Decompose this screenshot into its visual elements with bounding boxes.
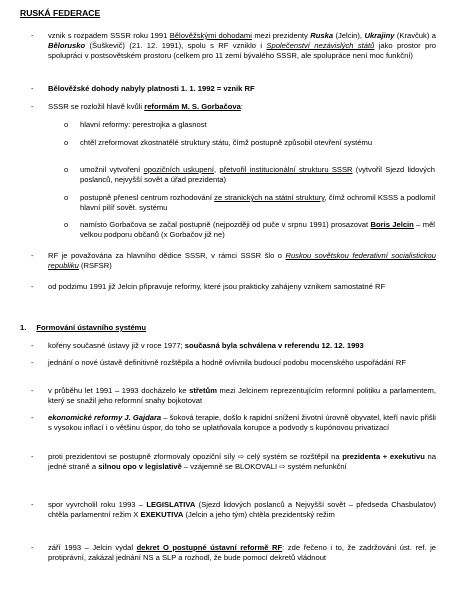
section-item-gajdar: ekonomické reformy J. Gajdara – šoková terapie, došlo k rapidní snížení životní úrovně obyvatel, kteří navíc přišli s vysokou inflací i o většinu úspor, do toho se uplatňovala korupce a podvody s kupónovou privatizací (48, 413, 436, 433)
circle-bullet: o (64, 138, 69, 147)
section-heading: 1. Formování ústavního systému (20, 323, 147, 332)
section-item-dekret: září 1993 – Jelcin vydal dekret O postupné ústavní reformě RF: zde řečeno i to, že zadržování úst. ref. je protiprávní, zakázal jednání NS a SLP a rozhodl, že bude pomocí dekretů vládnout (48, 543, 436, 563)
circle-bullet: o (64, 220, 69, 229)
dash-bullet: - (31, 31, 34, 40)
document-title: RUSKÁ FEDERACE (20, 8, 101, 18)
dash-bullet: - (31, 543, 34, 552)
section-item-strety: v průběhu let 1991 – 1993 docházelo ke střetům mezi Jelcinem reprezentujícím reformní politiku a parlamentem, který se snažil jeho reformní snahy bojkotovat (48, 386, 436, 406)
arrow-icon: ⇨ (279, 462, 286, 472)
dash-bullet: - (31, 500, 34, 509)
dash-bullet: - (31, 358, 34, 367)
dash-bullet: - (31, 251, 34, 260)
paragraph-podzim: od podzimu 1991 již Jelcin připravuje reformy, které jsou prakticky zahájeny vznikem samostatné RF (48, 282, 386, 291)
paragraph-dohody: Bělověžské dohody nabyly platnosti 1. 1. 1992 = vznik RF (48, 84, 255, 93)
sub-opozice: umožnil vytvoření opozičních uskupení, přetvořil institucionální strukturu SSSR (vytvořil Sjezd lidových poslanců, nejvyšší sovět a úřad prezidenta) (80, 165, 435, 185)
dash-bullet: - (31, 341, 34, 350)
dash-bullet: - (31, 102, 34, 111)
sub-centrum: postupně přenesl centrum rozhodování ze stranických na státní struktury, čímž ochromil KSSS a podlomil hlavní pilíř sovět. systému (80, 193, 435, 213)
circle-bullet: o (64, 120, 69, 129)
circle-bullet: o (64, 165, 69, 174)
circle-bullet: o (64, 193, 69, 202)
dash-bullet: - (31, 386, 34, 395)
sub-zreformovat: chtěl zreformovat zkostnatělé struktury státu, čímž postupně způsobil otevření systému (80, 138, 373, 147)
section-item-spor: spor vyvrcholil roku 1993 – LEGISLATIVA (Sjezd lidových poslanců a Nejvyšší sovět – předseda Chasbulatov) chtěla parlamentní režim X EXEKUTIVA (Jelcin a jeho tým) chtěla prezidentský režim (48, 500, 436, 520)
dash-bullet: - (31, 282, 34, 291)
sub-reformy: hlavní reformy: perestrojka a glasnost (80, 120, 207, 129)
arrow-icon: ⇨ (237, 452, 245, 461)
paragraph-dedic: RF je považována za hlavního dědice SSSR, v rámci SSSR šlo o Ruskou sovětskou federativní socialistickou republiku (RSFSR) (48, 251, 437, 271)
section-item-koreny: kořeny současné ústavy již v roce 1977; současná byla schválena v referendu 12. 12. 1993 (48, 341, 364, 350)
sub-jelcin: namísto Gorbačova se začal postupně (nejpozději od puče v srpnu 1991) prosazovat Boris Jelcin – měl velkou podporu občanů (x Gorbačov již ne) (80, 220, 435, 240)
paragraph-vznik: vznik s rozpadem SSSR roku 1991 Bělověžskými dohodami mezi prezidenty Ruska (Jelcin), Ukrajiny (Kravčuk) a Bělorusko (Šuškevič) (21. 12. 1991), spolu s RF vzniklo i Společenství nezávislých států jako prostor pro spolupráci v postsovětském prostoru (celkem pro 11 zemí bývalého SSSR, ale spolupráce není moc funkční) (48, 31, 437, 61)
dash-bullet: - (31, 413, 34, 422)
section-item-opozice: proti prezidentovi se postupně zformovaly opoziční síly ⇨ celý systém se rozštěpil na prezidenta + exekutivu na jedné straně a silnou opo v legislativě – vzájemně se BLOKOVALI ⇨ systém nefunkční (48, 452, 436, 472)
paragraph-rozklad: SSSR se rozložil hlavě kvůli reformám M. S. Gorbačova: (48, 102, 243, 111)
dash-bullet: - (31, 452, 34, 461)
dash-bullet: - (31, 84, 34, 93)
section-item-jednani: jednání o nové ústavě definitivně rozštěpila a hodně ovlivnila budoucí podobu mocenského uspořádání RF (48, 358, 406, 367)
